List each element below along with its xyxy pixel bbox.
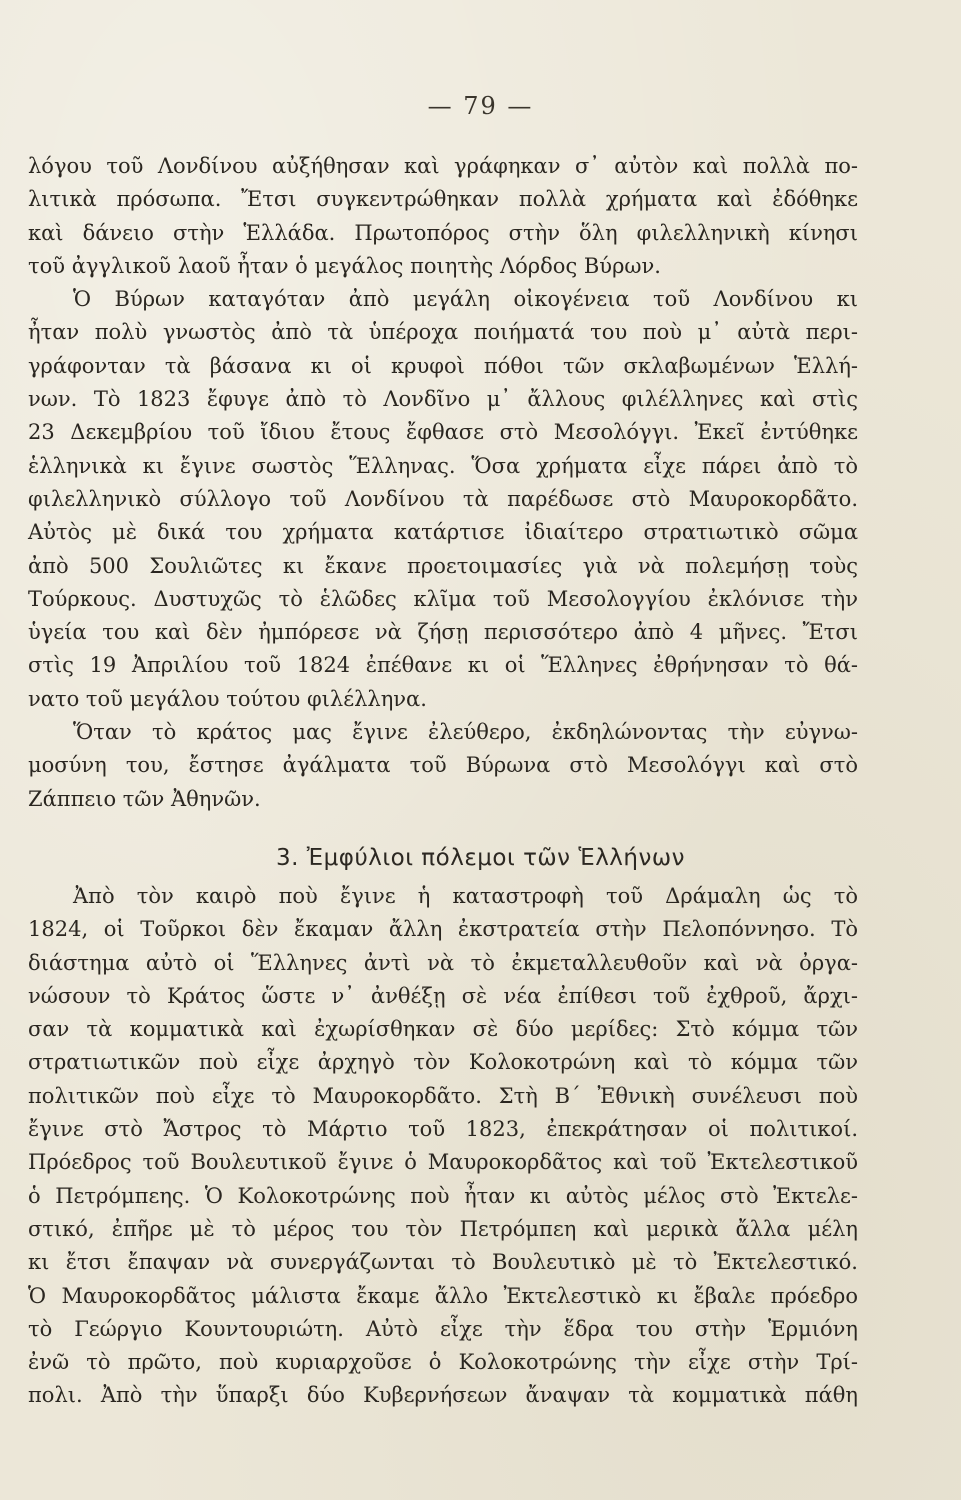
text-line: ἑλληνικὰ κι ἔγινε σωστὸς Ἕλληνας. Ὅσα χρήματα εἶχε πάρει ἀπὸ τὸ <box>28 453 858 478</box>
text-line: στὶς 19 Ἀπριλίου τοῦ 1824 ἐπέθανε κι οἱ Ἕλληνες ἐθρήνησαν τὸ θά- <box>28 653 858 678</box>
text-line: ἔγινε στὸ Ἄστρος τὸ Μάρτιο τοῦ 1823, ἐπεκράτησαν οἱ πολιτικοί. <box>28 1117 858 1142</box>
text-line: στικό, ἐπῆρε μὲ τὸ μέρος του τὸν Πετρόμπεη καὶ μερικὰ ἄλλα μέλη <box>28 1216 858 1241</box>
text-line: λιτικὰ πρόσωπα. Ἔτσι συγκεντρώθηκαν πολλὰ χρήματα καὶ ἐδόθηκε <box>28 187 858 212</box>
page-number: — 79 — <box>427 92 534 120</box>
paragraph <box>28 150 858 283</box>
text-line: ἐνῶ τὸ πρῶτο, ποὺ κυριαρχοῦσε ὁ Κολοκοτρώνης τὴν εἶχε στὴν Τρί- <box>28 1350 858 1375</box>
text-line: νατο τοῦ μεγάλου τούτου φιλέλληνα. <box>28 686 427 711</box>
text-line: τοῦ ἀγγλικοῦ λαοῦ ἦταν ὁ μεγάλος ποιητὴς Λόρδος Βύρων. <box>28 253 661 278</box>
text-line: ὁ Πετρόμπεης. Ὁ Κολοκοτρώνης ποὺ ἦταν κι αὐτὸς μέλος στὸ Ἐκτελε- <box>28 1183 858 1208</box>
paragraph <box>28 716 858 816</box>
text-line: τὸ Γεώργιο Κουντουριώτη. Αὐτὸ εἶχε τὴν ἕδρα του στὴν Ἑρμιόνη <box>28 1316 858 1341</box>
text-line: στρατιωτικῶν ποὺ εἶχε ἀρχηγὸ τὸν Κολοκοτρώνη καὶ τὸ κόμμα τῶν <box>28 1050 858 1075</box>
text-line: νώσουν τὸ Κράτος ὥστε ν᾽ ἀνθέξῃ σὲ νέα ἐπίθεσι τοῦ ἐχθροῦ, ἄρχι- <box>28 983 858 1008</box>
text-line: 23 Δεκεμβρίου τοῦ ἴδιου ἔτους ἔφθασε στὸ Μεσολόγγι. Ἐκεῖ ἐντύθηκε <box>28 420 858 445</box>
text-line: κι ἔτσι ἔπαψαν νὰ συνεργάζωνται τὸ Βουλευτικὸ μὲ τὸ Ἐκτελεστικό. <box>28 1250 858 1275</box>
paragraph <box>28 283 858 716</box>
text-line: διάστημα αὐτὸ οἱ Ἕλληνες ἀντὶ νὰ τὸ ἐκμεταλλευθοῦν καὶ νὰ ὀργα- <box>28 950 858 975</box>
text-line: πολι. Ἀπὸ τὴν ὕπαρξι δύο Κυβερνήσεων ἄναψαν τὰ κομματικὰ πάθη <box>28 1383 858 1408</box>
text-line: ὑγεία του καὶ δὲν ἠμπόρεσε νὰ ζήσῃ περισσότερο ἀπὸ 4 μῆνες. Ἔτσι <box>28 620 858 645</box>
text-line: λόγου τοῦ Λονδίνου αὐξήθησαν καὶ γράφηκαν σ᾽ αὐτὸν καὶ πολλὰ πο- <box>28 154 858 178</box>
section-heading: 3. Ἐμφύλιοι πόλεμοι τῶν Ἑλλήνων <box>276 845 685 871</box>
text-line: Τούρκους. Δυστυχῶς τὸ ἑλῶδες κλῖμα τοῦ Μεσολογγίου ἐκλόνισε τὴν <box>28 586 858 611</box>
text-line: 1824, οἱ Τοῦρκοι δὲν ἔκαμαν ἄλλη ἐκστρατεία στὴν Πελοπόννησο. Τὸ <box>28 917 858 942</box>
text-line: πολιτικῶν ποὺ εἶχε τὸ Μαυροκορδᾶτο. Στὴ Β´ Ἐθνικὴ συνέλευσι ποὺ <box>28 1083 858 1108</box>
text-line: ἦταν πολὺ γνωστὸς ἀπὸ τὰ ὑπέροχα ποιήματά του ποὺ μ᾽ αὐτὰ περι- <box>28 320 858 345</box>
paragraph <box>28 880 858 1413</box>
text-line: καὶ δάνειο στὴν Ἑλλάδα. Πρωτοπόρος στὴν ὅλη φιλελληνικὴ κίνησι <box>28 220 858 245</box>
text-line: φιλελληνικὸ σύλλογο τοῦ Λονδίνου τὰ παρέδωσε στὸ Μαυροκορδᾶτο. <box>28 486 858 511</box>
text-line: γράφονταν τὰ βάσανα κι οἱ κρυφοὶ πόθοι τῶν σκλαβωμένων Ἑλλή- <box>28 353 858 378</box>
text-line: σαν τὰ κομματικὰ καὶ ἐχωρίσθηκαν σὲ δύο μερίδες: Στὸ κόμμα τῶν <box>28 1017 858 1042</box>
text-line: Ὁ Βύρων καταγόταν ἀπὸ μεγάλη οἰκογένεια τοῦ Λονδίνου κι <box>73 287 858 312</box>
text-line: Πρόεδρος τοῦ Βουλευτικοῦ ἔγινε ὁ Μαυροκορδᾶτος καὶ τοῦ Ἐκτελεστικοῦ <box>28 1150 858 1175</box>
text-block-lower <box>28 880 858 1413</box>
text-line: Ἀπὸ τὸν καιρὸ ποὺ ἔγινε ἡ καταστροφὴ τοῦ Δράμαλη ὡς τὸ <box>73 884 858 908</box>
text-block-upper <box>28 150 858 816</box>
text-line: Ζάππειο τῶν Ἀθηνῶν. <box>28 786 261 811</box>
text-line: νων. Τὸ 1823 ἔφυγε ἀπὸ τὸ Λονδῖνο μ᾽ ἄλλους φιλέλληνες καὶ στὶς <box>28 387 858 412</box>
text-line: μοσύνη του, ἔστησε ἀγάλματα τοῦ Βύρωνα στὸ Μεσολόγγι καὶ στὸ <box>28 753 858 778</box>
text-line: Ὅταν τὸ κράτος μας ἔγινε ἐλεύθερο, ἐκδηλώνοντας τὴν εὐγνω- <box>73 720 858 745</box>
text-line: Αὐτὸς μὲ δικά του χρήματα κατάρτισε ἰδιαίτερο στρατιωτικὸ σῶμα <box>28 520 858 545</box>
text-line: Ὁ Μαυροκορδᾶτος μάλιστα ἔκαμε ἄλλο Ἐκτελεστικὸ κι ἔβαλε πρόεδρο <box>28 1283 858 1308</box>
text-line: ἀπὸ 500 Σουλιῶτες κι ἔκανε προετοιμασίες γιὰ νὰ πολεμήσῃ τοὺς <box>28 553 858 578</box>
